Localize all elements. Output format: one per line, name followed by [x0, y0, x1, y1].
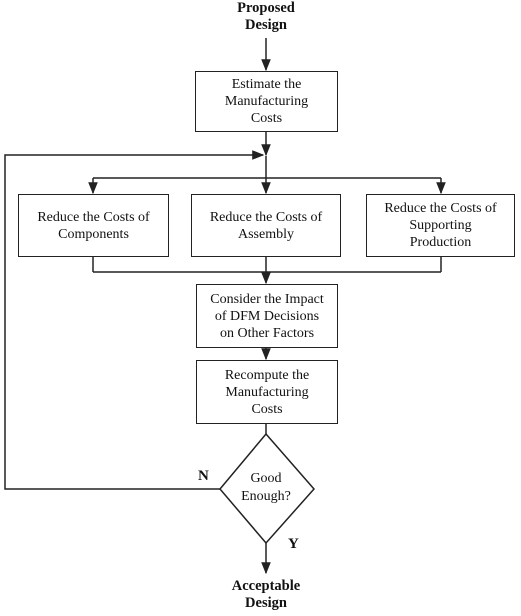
decision-text: Good Enough?: [241, 471, 291, 504]
estimate-costs-box: Estimate the Manufacturing Costs: [195, 71, 338, 132]
decision-no-label: N: [198, 468, 209, 484]
reduce-assembly-box: Reduce the Costs of Assembly: [191, 194, 341, 257]
start-terminal: Proposed Design: [237, 0, 295, 33]
end-terminal: Acceptable Design: [231, 578, 301, 611]
reduce-supporting-box: Reduce the Costs of Supporting Production: [366, 194, 515, 257]
decision-yes-label: Y: [288, 536, 299, 552]
consider-impact-box: Consider the Impact of DFM Decisions on Other Factors: [196, 284, 338, 348]
reduce-components-box: Reduce the Costs of Components: [18, 194, 169, 257]
recompute-costs-box: Recompute the Manufacturing Costs: [196, 360, 338, 424]
